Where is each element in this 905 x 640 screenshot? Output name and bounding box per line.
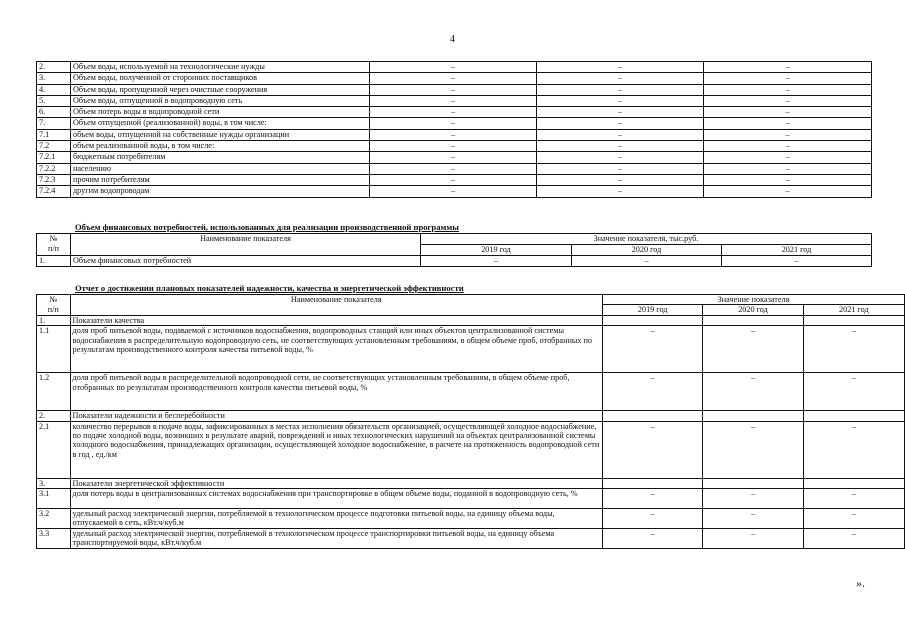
financial-header-row-1 [37, 234, 872, 245]
header-num-label: № [49, 295, 58, 304]
header-value-cell: Значение показателя, тыс.руб. [421, 234, 872, 245]
table-row [37, 326, 905, 373]
row-number: 3.1 [37, 489, 71, 509]
value-2019: – [370, 152, 537, 163]
row-number: 1. [37, 315, 71, 325]
indicators-title: Отчет о достижении плановых показателей надежности, качества и энергетической эффективности [75, 283, 464, 293]
row-name: Объем отпущенной (реализованной) воды, в том числе: [71, 118, 370, 129]
value-2019: – [603, 489, 703, 509]
year-header-2019: 2019 год [603, 305, 703, 315]
row-number: 3.2 [37, 509, 71, 529]
value-2020: – [703, 489, 803, 509]
water-volume-table [36, 61, 872, 198]
row-name: удельный расход электрической энергии, потребляемой в технологическом процессе подготовки питьевой воды, на единицу объема воды, отпускаемой в сеть, кВт.ч/куб.м [70, 509, 602, 529]
value-2021: – [704, 163, 872, 174]
value-2020: – [703, 421, 803, 478]
table-row [37, 118, 872, 129]
header-name-cell: Наименование показателя [70, 295, 602, 316]
value-2019: – [370, 118, 537, 129]
row-number: 5. [37, 95, 71, 106]
table-row [37, 84, 872, 95]
value-2019: – [603, 509, 703, 529]
row-name: удельный расход электрической энергии, потребляемой в технологическом процессе транспортировки питьевой воды, на единицу объема транспортируемой воды, кВт.ч/куб.м [70, 529, 602, 549]
header-num-sub-label: п/п [47, 304, 59, 314]
value-2019: – [603, 421, 703, 478]
page-number: 4 [450, 34, 455, 45]
table-row [37, 107, 872, 118]
value-2021: – [803, 421, 904, 478]
table-row [37, 186, 872, 197]
row-number: 7.2.4 [37, 186, 71, 197]
water-volume-table-body [37, 62, 872, 198]
empty-cell [603, 411, 703, 421]
row-number: 7.2.2 [37, 163, 71, 174]
table-row [37, 489, 905, 509]
row-name: Показатели качества [70, 315, 602, 325]
value-2021: – [704, 129, 872, 140]
header-num-sub-label: п/п [47, 243, 60, 253]
value-2021: – [803, 529, 904, 549]
empty-cell [703, 478, 803, 488]
value-2020: – [537, 118, 704, 129]
table-row [37, 256, 872, 267]
header-num-cell [37, 234, 71, 256]
row-name: Объем воды, пропущенной через очистные сооружения [71, 84, 370, 95]
value-2021: – [722, 256, 872, 267]
value-2020: – [703, 509, 803, 529]
row-name: Объем финансовых потребностей [71, 256, 421, 267]
value-2019: – [370, 107, 537, 118]
value-2021: – [704, 84, 872, 95]
table-row [37, 152, 872, 163]
value-2021: – [803, 509, 904, 529]
value-2019: – [370, 141, 537, 152]
table-row [37, 163, 872, 174]
row-name: другим водопроводам [71, 186, 370, 197]
value-2021: – [704, 152, 872, 163]
value-2020: – [537, 129, 704, 140]
value-2021: – [704, 118, 872, 129]
year-header-2020: 2020 год [703, 305, 803, 315]
value-2020: – [537, 95, 704, 106]
closing-quote-mark: ». [856, 576, 865, 590]
group-row-quality [37, 315, 905, 325]
value-2019: – [603, 326, 703, 373]
table-row [37, 174, 872, 185]
row-number: 1.2 [37, 373, 71, 411]
value-2020: – [703, 326, 803, 373]
year-header-2019: 2019 год [421, 245, 572, 256]
value-2020: – [703, 373, 803, 411]
value-2021: – [704, 62, 872, 73]
value-2021: – [704, 95, 872, 106]
row-name: бюджетным потребителям [71, 152, 370, 163]
empty-cell [803, 478, 904, 488]
table-row [37, 509, 905, 529]
row-name: прочим потребителям [71, 174, 370, 185]
value-2019: – [370, 129, 537, 140]
row-number: 2.1 [37, 421, 71, 478]
row-number: 7.2.1 [37, 152, 71, 163]
value-2020: – [537, 73, 704, 84]
value-2021: – [704, 174, 872, 185]
value-2019: – [370, 84, 537, 95]
group-row-reliability [37, 411, 905, 421]
empty-cell [803, 411, 904, 421]
row-name: Объем потерь воды в водопроводной сети [71, 107, 370, 118]
value-2020: – [703, 529, 803, 549]
row-number: 7.2.3 [37, 174, 71, 185]
value-2020: – [537, 62, 704, 73]
row-name: населению [71, 163, 370, 174]
header-value-cell: Значение показателя [603, 295, 905, 305]
value-2020: – [537, 84, 704, 95]
row-name: Показатели надежности и бесперебойности [70, 411, 602, 421]
indicators-header-row-1 [37, 295, 905, 305]
row-name: Объем воды, отпущенной в водопроводную сеть [71, 95, 370, 106]
table-row [37, 529, 905, 549]
header-num-label: № [49, 234, 58, 243]
year-header-2021: 2021 год [803, 305, 904, 315]
row-name: количество перерывов в подаче воды, зафиксированных в местах исполнения обязательств организацией, осуществляющей холодное водоснабжение, по подаче холодной воды, возникших в результате аварий, повреждений и иных технологических нарушений на объектах централизованной системы холодного водоснабжения, принадлежащих организации, осуществляющей холодное водоснабжение, в расчете на протяженность водопроводной сети в год , ед./км [70, 421, 602, 478]
value-2020: – [537, 186, 704, 197]
row-name: объем реализованной воды, в том числе: [71, 141, 370, 152]
group-row-energy [37, 478, 905, 488]
empty-cell [703, 411, 803, 421]
row-name: доля проб питьевой воды в распределительной водопроводной сети, не соответствующих установленным требованиям, в общем объеме проб, отобранных по результатам производственного контроля качества питьевой воды, % [70, 373, 602, 411]
value-2021: – [803, 489, 904, 509]
table-row [37, 141, 872, 152]
row-name: Объем воды, полученной от сторонних поставщиков [71, 73, 370, 84]
header-num-cell [37, 295, 71, 316]
table-row [37, 421, 905, 478]
value-2019: – [370, 73, 537, 84]
empty-cell [603, 315, 703, 325]
value-2020: – [537, 174, 704, 185]
value-2019: – [603, 529, 703, 549]
row-number: 4. [37, 84, 71, 95]
empty-cell [703, 315, 803, 325]
value-2021: – [704, 73, 872, 84]
year-header-2021: 2021 год [722, 245, 872, 256]
value-2019: – [370, 62, 537, 73]
financial-needs-title: Объем финансовых потребностей, использованных для реализации производственной программы [75, 222, 459, 232]
value-2020: – [537, 163, 704, 174]
value-2019: – [370, 95, 537, 106]
value-2019: – [370, 186, 537, 197]
value-2019: – [370, 174, 537, 185]
value-2019: – [603, 373, 703, 411]
value-2020: – [537, 141, 704, 152]
row-number: 7.1 [37, 129, 71, 140]
empty-cell [603, 478, 703, 488]
row-name: доля проб питьевой воды, подаваемой с источников водоснабжения, водопроводных станций или иных объектов централизованной системы водоснабжения в распределительную водопроводную сеть, не соответствующих установленным требованиям, в общем объеме проб, отобранных по результатам производственного контроля качества питьевой воды, % [70, 326, 602, 373]
row-number: 1.1 [37, 326, 71, 373]
value-2019: – [370, 163, 537, 174]
row-number: 7. [37, 118, 71, 129]
row-number: 2. [37, 411, 71, 421]
row-number: 7.2 [37, 141, 71, 152]
row-number: 3.3 [37, 529, 71, 549]
year-header-2020: 2020 год [572, 245, 722, 256]
value-2021: – [704, 186, 872, 197]
value-2020: – [572, 256, 722, 267]
row-name: Объем воды, используемой на технологические нужды [71, 62, 370, 73]
empty-cell [803, 315, 904, 325]
value-2020: – [537, 107, 704, 118]
value-2020: – [537, 152, 704, 163]
row-number: 3. [37, 73, 71, 84]
row-number: 1. [37, 256, 71, 267]
row-number: 2. [37, 62, 71, 73]
table-row [37, 129, 872, 140]
table-row [37, 73, 872, 84]
row-number: 3. [37, 478, 71, 488]
table-row [37, 373, 905, 411]
value-2021: – [803, 326, 904, 373]
row-number: 6. [37, 107, 71, 118]
row-name: Показатели энергетической эффективности [70, 478, 602, 488]
indicators-table [36, 294, 905, 549]
table-row [37, 95, 872, 106]
table-row [37, 62, 872, 73]
value-2021: – [803, 373, 904, 411]
row-name: объем воды, отпущенной на собственные нужды организации [71, 129, 370, 140]
value-2019: – [421, 256, 572, 267]
financial-needs-table [36, 233, 872, 267]
value-2021: – [704, 141, 872, 152]
value-2021: – [704, 107, 872, 118]
header-name-cell: Наименование показателя [71, 234, 421, 256]
row-name: доля потерь воды в централизованных системах водоснабжения при транспортировке в общем объеме воды, поданной в водопроводную сеть, % [70, 489, 602, 509]
